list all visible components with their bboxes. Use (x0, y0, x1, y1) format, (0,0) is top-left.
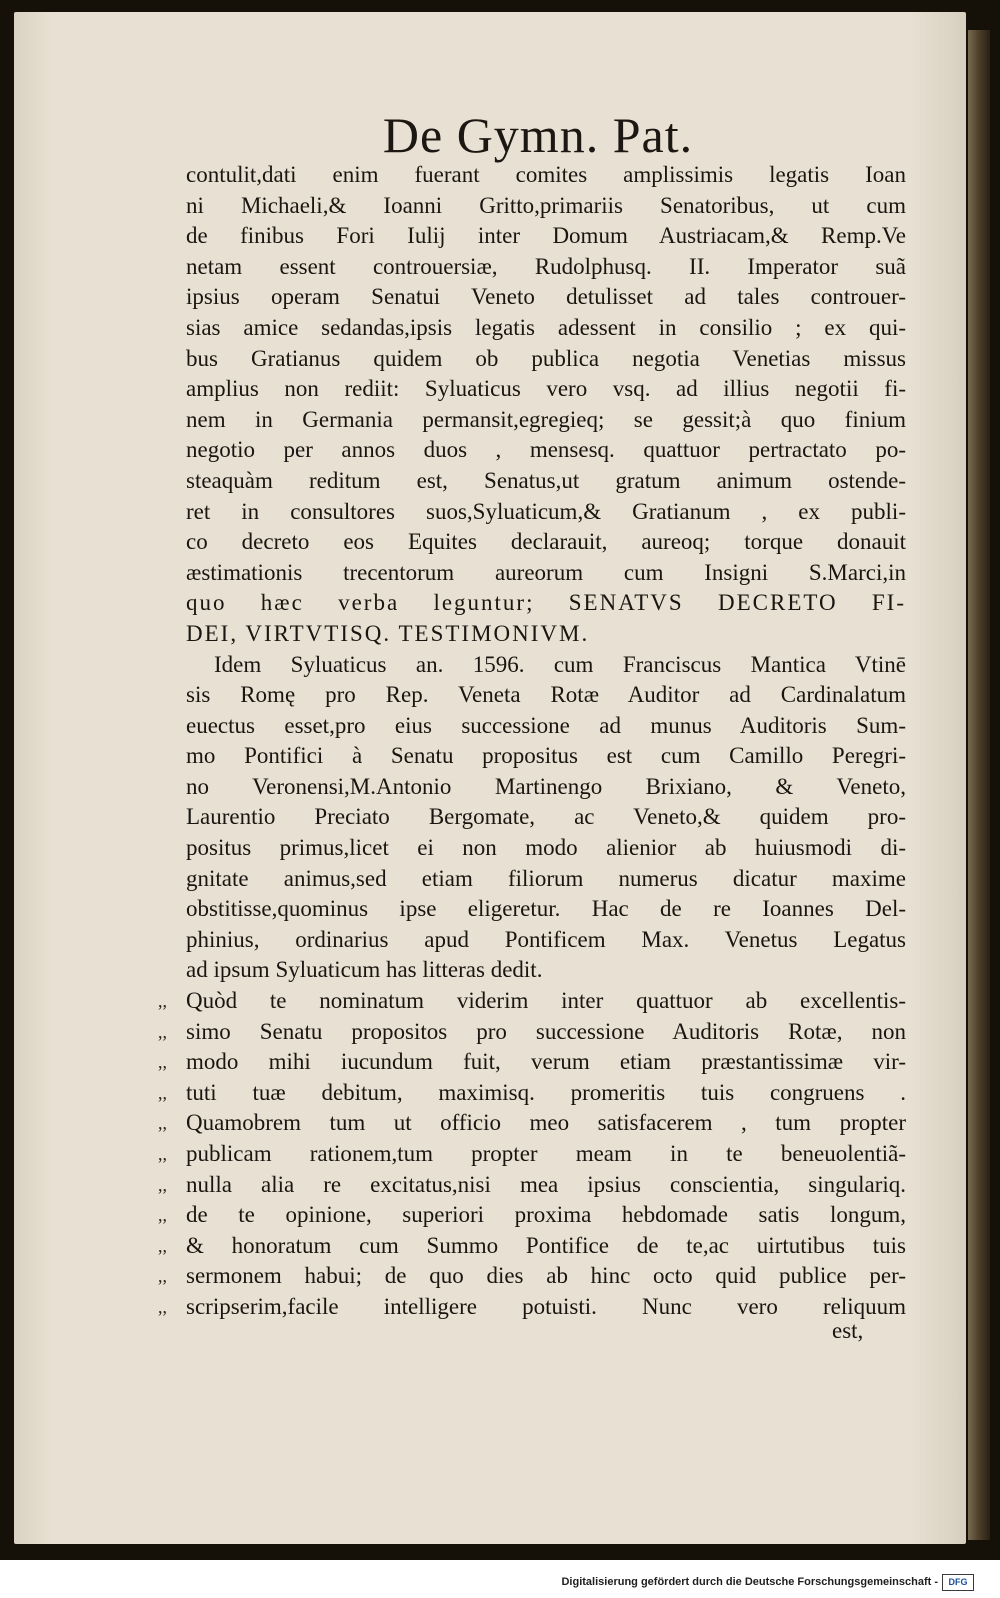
text-line: ad ipsum Syluaticum has litteras dedit. (186, 957, 543, 983)
quoted-text: modo mihi iucundum fuit, verum etiam præstantissimæ vir- (186, 1049, 906, 1075)
quoted-line (158, 986, 906, 1017)
quote-mark: ,, (158, 1174, 167, 1195)
text-line: phinius, ordinarius apud Pontificem Max. Venetus Legatus (186, 926, 906, 952)
quoted-text: Quòd te nominatum viderim inter quattuor ab excellentis- (186, 988, 906, 1014)
quoted-text: tuti tuæ debitum, maximisq. promeritis tuis congruens . (186, 1079, 906, 1105)
quote-mark: ,, (158, 1205, 167, 1226)
text-line: æstimationis trecentorum aureorum cum Insigni S.Marci,in (186, 559, 906, 585)
text-line: sis Romę pro Rep. Veneta Rotæ Auditor ad Cardinalatum (186, 682, 906, 708)
quoted-text: & honoratum cum Summo Pontifice de te,ac uirtutibus tuis (186, 1232, 906, 1258)
quoted-text: sermonem habui; de quo dies ab hinc octo quid publice per- (186, 1263, 906, 1289)
quote-mark: ,, (158, 1144, 167, 1164)
quote-mark: ,, (158, 1021, 167, 1042)
text-line: co decreto eos Equites declarauit, aureoq; torque donauit (186, 529, 906, 555)
text-line: nem in Germania permansit,egregieq; se gessit;à quo finium (186, 406, 906, 432)
text-line: steaquàm reditum est, Senatus,ut gratum animum ostende- (186, 467, 906, 493)
quote-mark: ,, (158, 1296, 167, 1317)
quoted-line (158, 1139, 906, 1170)
text-line: ni Michaeli,& Ioanni Gritto,primariis Senatoribus, ut cum (186, 192, 906, 218)
quote-mark: ,, (158, 1266, 167, 1287)
text-block (158, 160, 906, 1323)
quote-mark: ,, (158, 1113, 167, 1134)
quote-mark: ,, (158, 1082, 167, 1103)
text-line: no Veronensi,M.Antonio Martinengo Brixiano, & Veneto, (186, 773, 906, 799)
quoted-line (158, 1078, 906, 1109)
quoted-line (158, 1200, 906, 1231)
quote-mark: ,, (158, 1052, 167, 1073)
quoted-line (158, 1231, 906, 1262)
text-line: de finibus Fori Iulij inter Domum Austriacam,& Remp.Ve (186, 223, 906, 249)
quoted-text: nulla alia re excitatus,nisi mea ipsius conscientia, singulariq. (186, 1171, 906, 1197)
catchword: est, (832, 1318, 864, 1343)
text-line: negotio per annos duos , mensesq. quattuor pertractato po- (186, 437, 906, 463)
digitization-credit: Digitalisierung gefördert durch die Deutsche Forschungsgemeinschaft - (561, 1576, 938, 1588)
text-line: gnitate animus,sed etiam filiorum numerus dicatur maxime (186, 865, 906, 891)
text-line: mo Pontifici à Senatu propositus est cum Camillo Peregri- (186, 743, 906, 769)
text-line: obstitisse,quominus ipse eligeretur. Hac de re Ioannes Del- (186, 896, 906, 922)
text-line: ret in consultores suos,Syluaticum,& Gratianum , ex publi- (186, 498, 906, 524)
quoted-line (158, 1170, 906, 1201)
quoted-text: de te opinione, superiori proxima hebdomade satis longum, (186, 1202, 906, 1228)
text-line: ipsius operam Senatui Veneto detulisset ad tales controuer- (186, 284, 906, 310)
quoted-text: publicam rationem,tum propter meam in te beneuolentiã- (186, 1141, 906, 1166)
quote-mark: ,, (158, 991, 167, 1012)
quoted-line (158, 1017, 906, 1048)
quoted-line (158, 1108, 906, 1139)
quoted-text: simo Senatu propositos pro successione Auditoris Rotæ, non (186, 1018, 906, 1044)
text-line: Idem Syluaticus an. 1596. cum Franciscus Mantica Vtinē (214, 651, 906, 677)
text-line: quo hæc verba leguntur; SENATVS DECRETO FI- (186, 590, 906, 616)
text-line: Laurentio Preciato Bergomate, ac Veneto,& quidem pro- (186, 804, 906, 830)
text-line: bus Gratianus quidem ob publica negotia Venetias missus (186, 345, 906, 371)
dfg-logo-icon: DFG (942, 1574, 974, 1591)
text-line: DEI, VIRTVTISQ. TESTIMONIVM. (186, 620, 590, 646)
running-title: De Gymn. Pat. (382, 107, 694, 163)
text-line: amplius non rediit: Syluaticus vero vsq. ad illius negotii fi- (186, 376, 906, 402)
page-edge (968, 30, 990, 1540)
text-line: positus primus,licet ei non modo alienior ab huiusmodi di- (186, 835, 906, 861)
quoted-text: scripserim,facile intelligere potuisti. Nunc vero reliquum (186, 1293, 906, 1319)
quoted-line (158, 1047, 906, 1078)
text-line: euectus esset,pro eius successione ad munus Auditoris Sum- (186, 712, 906, 738)
quoted-text: Quamobrem tum ut officio meo satisfacerem , tum propter (186, 1110, 906, 1136)
text-line: sias amice sedandas,ipsis legatis adessent in consilio ; ex qui- (186, 314, 906, 340)
text-line: netam essent controuersiæ, Rudolphusq. II. Imperator suã (186, 253, 906, 279)
quoted-line (158, 1292, 906, 1323)
quote-mark: ,, (158, 1235, 167, 1256)
text-line: contulit,dati enim fuerant comites amplissimis legatis Ioan (186, 162, 906, 187)
quoted-line (158, 1261, 906, 1292)
